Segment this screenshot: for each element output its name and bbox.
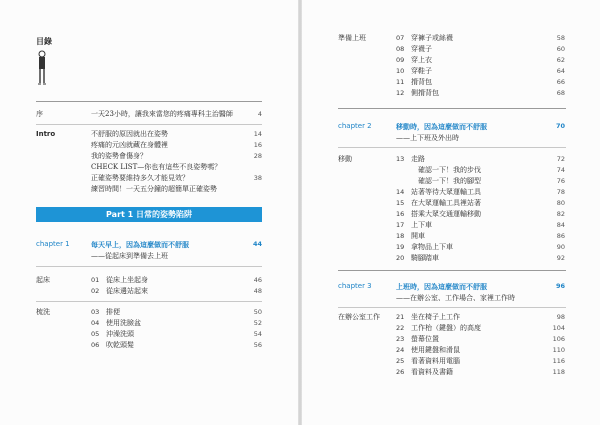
page-number: 68	[556, 89, 565, 97]
toc-entry: 沖澡洗頭	[106, 330, 134, 338]
page-number: 78	[556, 188, 565, 196]
item-number: 24	[396, 346, 405, 354]
page-number: 116	[552, 357, 565, 365]
toc-entry: 我的姿勢會傷身？	[91, 152, 147, 160]
toc-entry: 側揹背包	[411, 89, 439, 97]
chapter-page: 70	[555, 122, 565, 130]
chapter-title: 移動時，因為這麼做而不舒服	[396, 123, 487, 131]
group-label: 起床	[36, 276, 50, 284]
page-number: 82	[556, 210, 565, 218]
page-number: 76	[556, 177, 565, 185]
page-number: 38	[253, 174, 262, 182]
page-number: 104	[552, 324, 565, 332]
item-number: 11	[396, 78, 405, 86]
page-number: 16	[253, 141, 262, 149]
toc-entry: 開車	[411, 232, 425, 240]
item-number: 06	[91, 341, 100, 349]
toc-entry: 練習時間！一天五分鐘的超簡單正確姿勢	[91, 185, 217, 193]
toc-entry: 使用鍵盤和滑鼠	[411, 346, 460, 354]
item-number: 22	[396, 324, 405, 332]
section-label-preface: 序	[36, 110, 43, 118]
item-number: 21	[396, 313, 405, 321]
page-number: 74	[556, 166, 565, 174]
page-number: 50	[253, 308, 262, 316]
chapter-page: 44	[252, 240, 262, 248]
toc-entry: 穿上衣	[411, 56, 432, 64]
toc-entry: 搭乘大眾交通運輸移動	[411, 210, 481, 218]
toc-entry: 螢幕位置	[411, 335, 439, 343]
right-page	[302, 0, 600, 425]
toc-entry: 確認一下！我的腳型	[418, 177, 481, 185]
item-number: 03	[91, 308, 100, 316]
page-number: 80	[556, 199, 565, 207]
chapter-title: 上班時，因為這麼做而不舒服	[396, 283, 487, 291]
page-number: 72	[556, 155, 565, 163]
toc-entry: 看著資料用電腦	[411, 357, 460, 365]
toc-entry: 拿物品上下車	[411, 243, 453, 251]
toc-label: 目錄	[36, 37, 52, 46]
page-number: 66	[556, 78, 565, 86]
toc-entry: 從床邊站起來	[106, 287, 148, 295]
toc-entry: 確認一下！我的步伐	[418, 166, 481, 174]
chapter-page: 96	[555, 282, 565, 290]
toc-entry: 不舒服的原因就出在姿勢	[91, 130, 168, 138]
toc-entry: 坐在椅子上工作	[411, 313, 460, 321]
page-number: 98	[556, 313, 565, 321]
item-number: 07	[396, 34, 405, 42]
page-number: 46	[253, 276, 262, 284]
item-number: 15	[396, 199, 405, 207]
page-number: 90	[556, 243, 565, 251]
page-number: 106	[552, 335, 565, 343]
item-number: 16	[396, 210, 405, 218]
part-banner: Part 1 日常的姿勢陷阱	[36, 207, 262, 222]
section-label-intro: Intro	[36, 130, 56, 138]
page-number: 62	[556, 56, 565, 64]
chapter-subtitle: ——上下班及外出時	[396, 134, 459, 142]
item-number: 12	[396, 89, 405, 97]
toc-entry: 上下車	[411, 221, 432, 229]
divider	[36, 301, 262, 302]
item-number: 23	[396, 335, 405, 343]
item-number: 08	[396, 45, 405, 53]
item-number: 10	[396, 67, 405, 75]
toc-entry: 穿鞋子	[411, 67, 432, 75]
item-number: 05	[91, 330, 100, 338]
group-label: 準備上班	[338, 34, 366, 42]
item-number: 14	[396, 188, 405, 196]
top-divider	[36, 101, 262, 102]
group-label: 在辦公室工作	[338, 313, 380, 321]
item-number: 18	[396, 232, 405, 240]
divider	[338, 108, 566, 109]
item-number: 01	[91, 276, 100, 284]
toc-entry: 看資料及書籍	[411, 368, 453, 376]
toc-entry: 穿褲子或絲襪	[411, 34, 453, 42]
divider	[36, 266, 262, 267]
page-number: 92	[556, 254, 565, 262]
page-number: 64	[556, 67, 565, 75]
item-number: 13	[396, 155, 405, 163]
item-number: 04	[91, 319, 100, 327]
page-number: 60	[556, 45, 565, 53]
toc-entry: 使用洗臉盆	[106, 319, 141, 327]
standing-figure-icon	[36, 50, 48, 86]
toc-entry: 從床上坐起身	[106, 276, 148, 284]
chapter-subtitle: ——從起床到準備去上班	[91, 252, 168, 260]
toc-entry: 揹背包	[411, 78, 432, 86]
page-number: 58	[556, 34, 565, 42]
page-number: 84	[556, 221, 565, 229]
item-number: 20	[396, 254, 405, 262]
chapter-title: 每天早上，因為這麼做而不舒服	[91, 241, 189, 249]
chapter-label: chapter 3	[338, 282, 372, 290]
left-page	[0, 0, 298, 425]
toc-entry: 騎腳踏車	[411, 254, 439, 262]
page-number: 110	[552, 346, 565, 354]
toc-entry: 正確姿勢要維持多久才能見效？	[91, 174, 189, 182]
toc-entry: 穿襪子	[411, 45, 432, 53]
toc-entry: 疼痛的元凶就藏在身體裡	[91, 141, 168, 149]
divider	[338, 270, 566, 271]
page-number: 14	[253, 130, 262, 138]
page-number: 54	[253, 330, 262, 338]
item-number: 09	[396, 56, 405, 64]
chapter-label: chapter 2	[338, 122, 372, 130]
item-number: 25	[396, 357, 405, 365]
divider	[36, 124, 262, 125]
chapter-label: chapter 1	[36, 240, 70, 248]
page-number: 28	[253, 152, 262, 160]
item-number: 19	[396, 243, 405, 251]
item-number: 02	[91, 287, 100, 295]
toc-entry: 在大眾運輸工具裡站著	[411, 199, 481, 207]
page-number: 86	[556, 232, 565, 240]
group-label: 移動	[338, 155, 352, 163]
toc-entry: 吹乾頭髮	[106, 341, 134, 349]
toc-entry: 一天23小時，讓我來當您的疼痛專科主治醫師	[91, 110, 233, 118]
toc-entry: CHECK LIST—你也有這些不良姿勢嗎？	[91, 163, 222, 171]
divider	[338, 147, 566, 148]
toc-entry: 工作枱（鍵盤）的高度	[411, 324, 481, 332]
divider	[338, 307, 566, 308]
page-number: 56	[253, 341, 262, 349]
page-number: 4	[257, 110, 262, 118]
item-number: 17	[396, 221, 405, 229]
toc-entry: 站著等待大眾運輸工具	[411, 188, 481, 196]
item-number: 26	[396, 368, 405, 376]
toc-entry: 走路	[411, 155, 425, 163]
chapter-subtitle: ——在辦公室、工作場合、家裡工作時	[396, 294, 515, 302]
group-label: 梳洗	[36, 308, 50, 316]
page-number: 48	[253, 287, 262, 295]
page-number: 52	[253, 319, 262, 327]
toc-entry: 排便	[106, 308, 120, 316]
page-number: 118	[552, 368, 565, 376]
